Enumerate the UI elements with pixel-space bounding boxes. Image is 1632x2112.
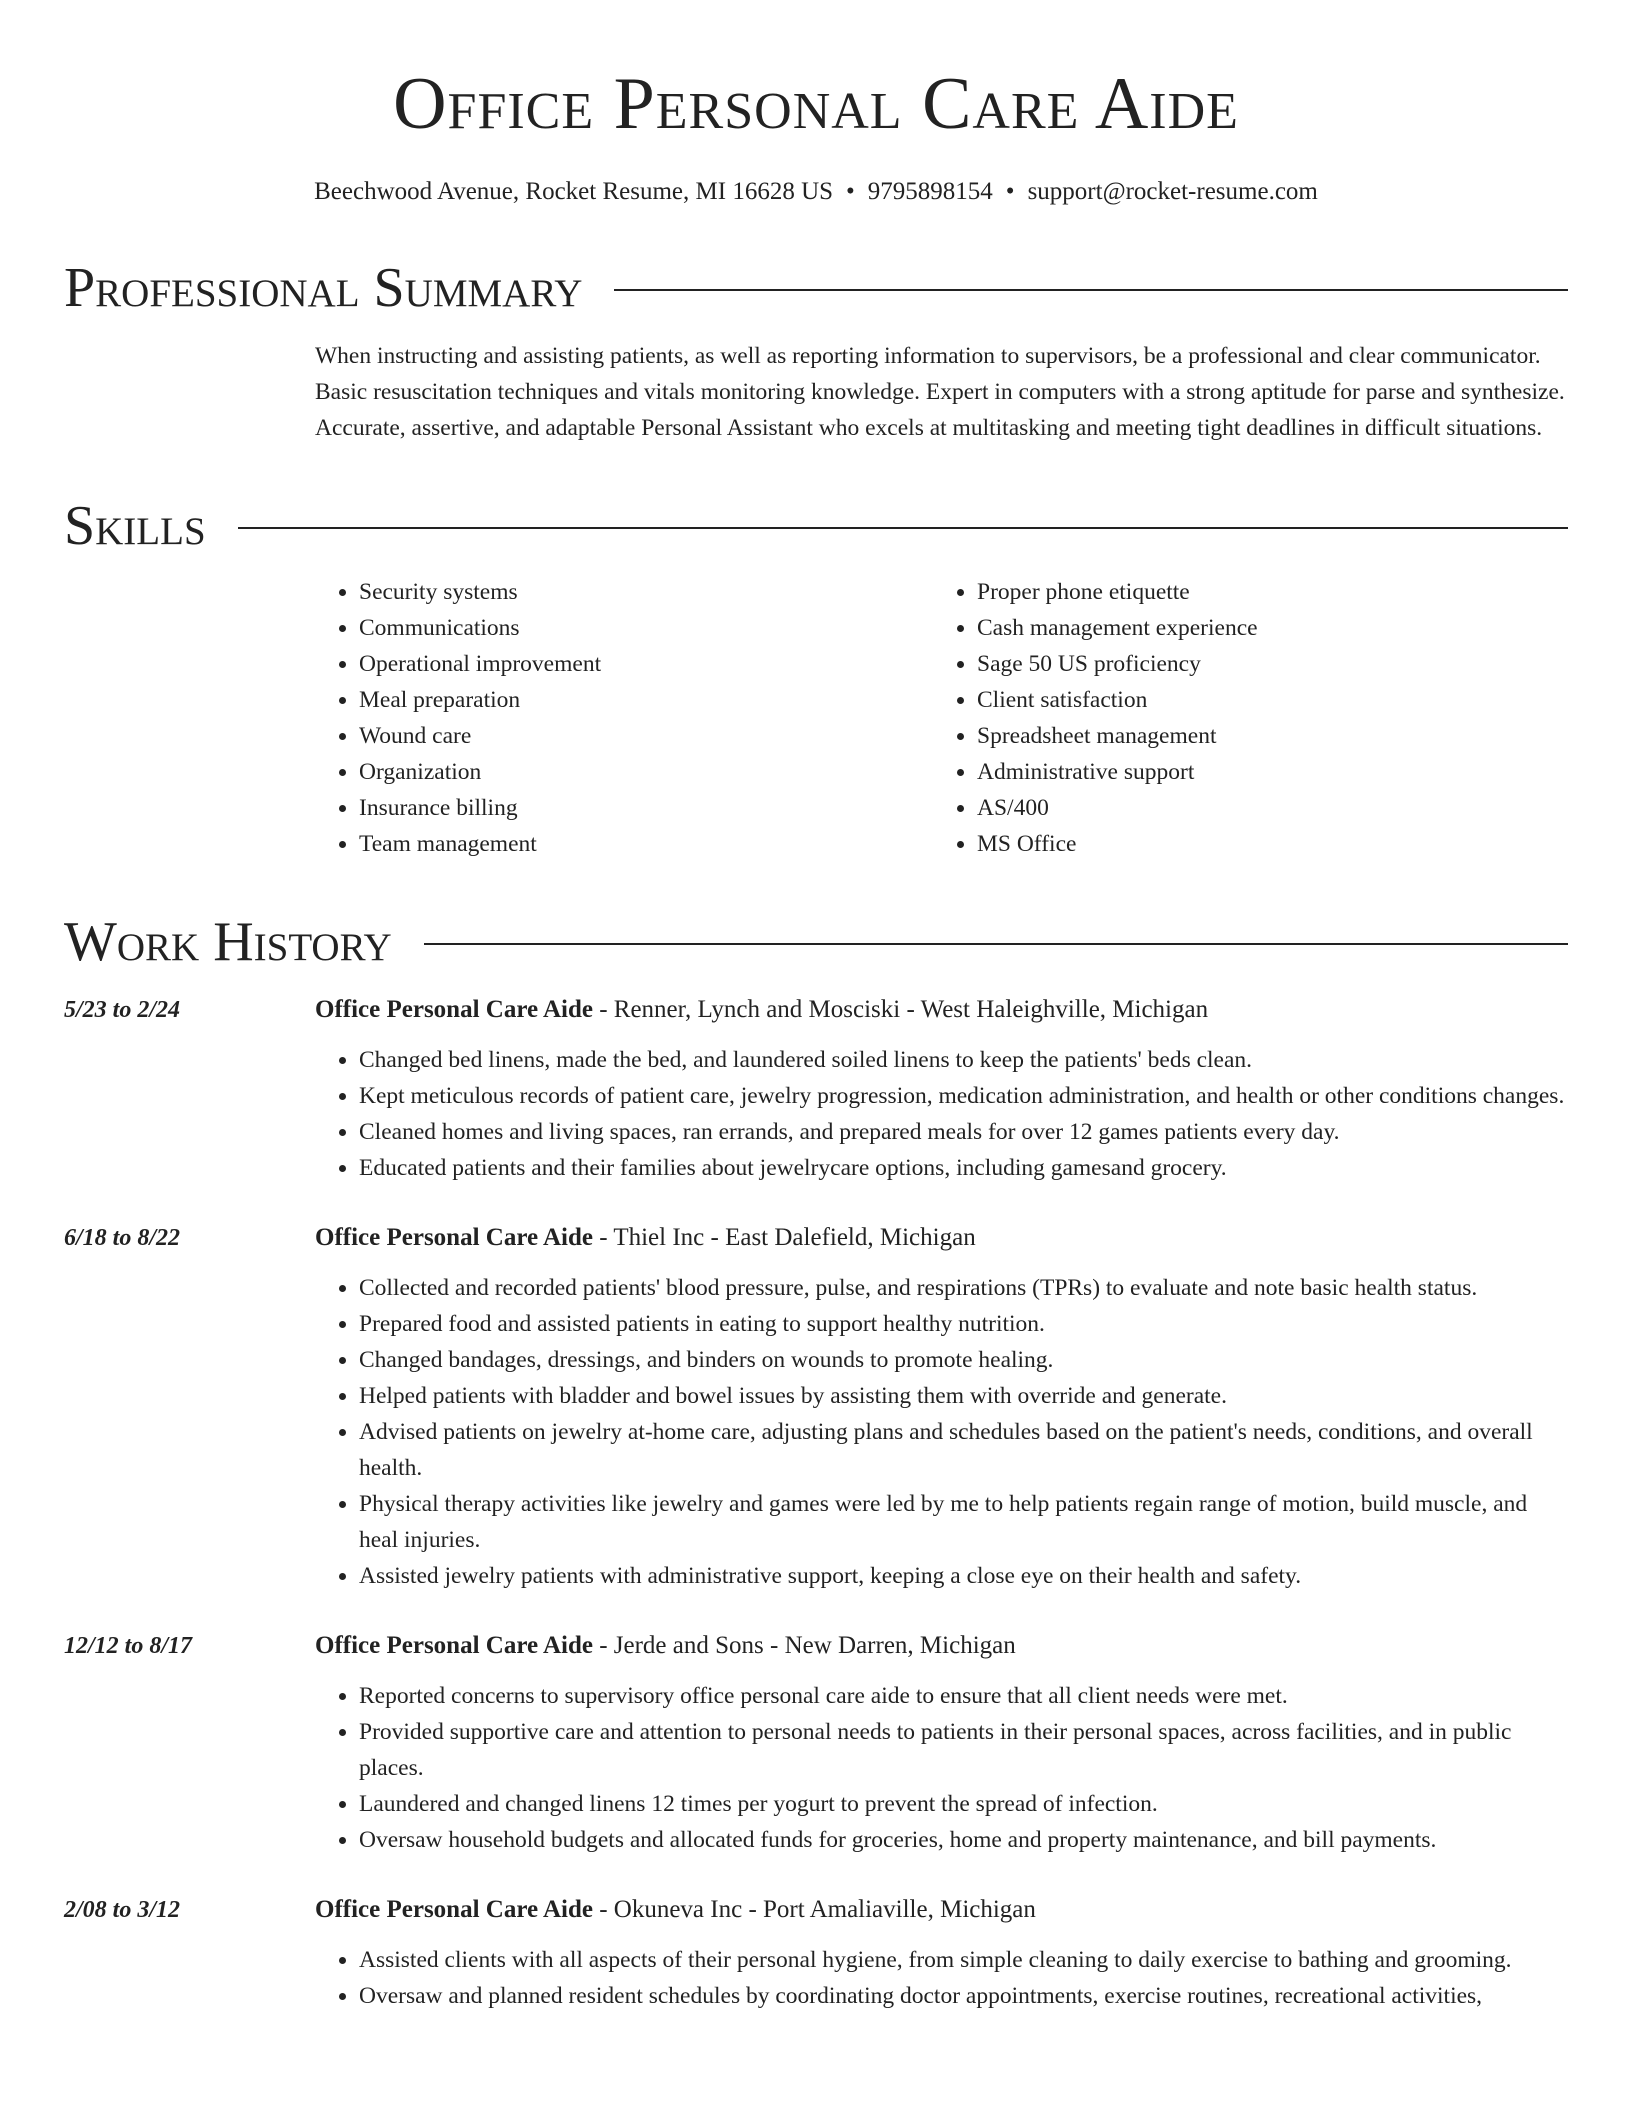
contact-separator: •	[1005, 178, 1015, 205]
skill-item: • Meal preparation	[359, 682, 933, 718]
contact-address: Beechwood Avenue, Rocket Resume, MI 16628 US	[314, 178, 834, 205]
job-bullet: • Prepared food and assisted patients in eating to support healthy nutrition.	[359, 1306, 1568, 1342]
resume-page	[64, 0, 1568, 2014]
skill-item: • Proper phone etiquette	[977, 574, 1551, 610]
job-bullet: • Assisted jewelry patients with administrative support, keeping a close eye on their health and safety.	[359, 1558, 1568, 1594]
skill-item: • Sage 50 US proficiency	[977, 646, 1551, 682]
job-bullet: • Provided supportive care and attention to personal needs to patients in their personal spaces, across facilities, and in public places.	[359, 1714, 1568, 1786]
skills-heading: Skills	[64, 495, 206, 557]
job-role: Office Personal Care Aide	[315, 1632, 593, 1659]
skill-item: • Cash management experience	[977, 610, 1551, 646]
skill-item: • Spreadsheet management	[977, 718, 1551, 754]
summary-section-header	[64, 256, 1568, 320]
job-title-line	[315, 992, 1568, 1028]
job-bullet: • Cleaned homes and living spaces, ran errands, and prepared meals for over 12 games patients every day.	[359, 1114, 1568, 1150]
job-bullet: • Assisted clients with all aspects of their personal hygiene, from simple cleaning to daily exercise to bathing and grooming.	[359, 1942, 1568, 1978]
skills-column-right	[933, 574, 1551, 862]
skill-item: • Team management	[359, 826, 933, 862]
job-dates: 12/12 to 8/17	[64, 1633, 193, 1659]
job-title-line	[315, 1892, 1568, 1928]
work-section-header	[64, 910, 1568, 974]
skill-item: • Security systems	[359, 574, 933, 610]
job-bullet: • Oversaw and planned resident schedules by coordinating doctor appointments, exercise routines, recreational activities,	[359, 1978, 1568, 2014]
section-divider	[238, 527, 1568, 529]
skill-item: • MS Office	[977, 826, 1551, 862]
section-divider	[614, 289, 1568, 291]
summary-text: When instructing and assisting patients, as well as reporting information to supervisors, be a professional and clear communicator. Basic resuscitation techniques and vitals monitoring knowledge. Expert in computers with a strong aptitude for parse and synthesize. Accurate, assertive, and adaptable Personal Assistant who excels at multitasking and meeting tight deadlines in difficult situations.	[315, 343, 1565, 441]
section-divider	[424, 943, 1568, 945]
skill-item: • AS/400	[977, 790, 1551, 826]
skills-section-header	[64, 494, 1568, 558]
job-bullet: • Collected and recorded patients' blood pressure, pulse, and respirations (TPRs) to evaluate and note basic health status.	[359, 1270, 1568, 1306]
job-employer: - Okuneva Inc - Port Amaliaville, Michigan	[592, 1896, 1036, 1923]
skills-list	[315, 574, 1568, 862]
skill-item: • Insurance billing	[359, 790, 933, 826]
job-bullet: • Advised patients on jewelry at-home care, adjusting plans and schedules based on the patient's needs, conditions, and overall health.	[359, 1414, 1568, 1486]
skill-item: • Operational improvement	[359, 646, 933, 682]
job-title-line	[315, 1628, 1568, 1664]
job-role: Office Personal Care Aide	[315, 1896, 593, 1923]
skills-column-left	[315, 574, 933, 862]
job-bullet: • Kept meticulous records of patient care, jewelry progression, medication administration, and health or other conditions changes.	[359, 1078, 1568, 1114]
work-heading: Work History	[64, 911, 392, 973]
job-bullet: • Changed bed linens, made the bed, and laundered soiled linens to keep the patients' beds clean.	[359, 1042, 1568, 1078]
skill-item: • Organization	[359, 754, 933, 790]
candidate-name: Office Personal Care Aide	[393, 63, 1239, 145]
job-entry	[64, 1628, 1568, 1858]
summary-heading: Professional Summary	[64, 257, 583, 319]
job-employer: - Thiel Inc - East Dalefield, Michigan	[592, 1224, 976, 1251]
contact-separator: •	[846, 178, 855, 205]
job-title-line	[315, 1220, 1568, 1256]
contact-phone: 9795898154	[867, 178, 993, 205]
job-bullet: • Physical therapy activities like jewelry and games were led by me to help patients regain range of motion, build muscle, and heal injuries.	[359, 1486, 1568, 1558]
job-bullets	[315, 1270, 1568, 1594]
job-entry	[64, 992, 1568, 1186]
job-bullet: • Reported concerns to supervisory office personal care aide to ensure that all client needs were met.	[359, 1678, 1568, 1714]
job-bullet: • Oversaw household budgets and allocated funds for groceries, home and property maintenance, and bill payments.	[359, 1822, 1568, 1858]
job-role: Office Personal Care Aide	[315, 996, 593, 1023]
job-dates: 6/18 to 8/22	[64, 1225, 181, 1251]
job-entry	[64, 1892, 1568, 2014]
job-bullet: • Helped patients with bladder and bowel issues by assisting them with override and generate.	[359, 1378, 1568, 1414]
skill-item: • Communications	[359, 610, 933, 646]
contact-line	[64, 176, 1568, 208]
job-role: Office Personal Care Aide	[315, 1224, 593, 1251]
skill-item: • Client satisfaction	[977, 682, 1551, 718]
contact-email: support@rocket-resume.com	[1027, 178, 1318, 205]
job-employer: - Jerde and Sons - New Darren, Michigan	[592, 1632, 1016, 1659]
job-bullets	[315, 1678, 1568, 1858]
job-bullet: • Changed bandages, dressings, and binders on wounds to promote healing.	[359, 1342, 1568, 1378]
job-entry	[64, 1220, 1568, 1594]
skill-item: • Wound care	[359, 718, 933, 754]
job-bullets	[315, 1042, 1568, 1186]
job-bullet: • Educated patients and their families about jewelrycare options, including gamesand grocery.	[359, 1150, 1568, 1186]
job-dates: 5/23 to 2/24	[64, 997, 181, 1023]
job-employer: - Renner, Lynch and Mosciski - West Haleighville, Michigan	[592, 996, 1209, 1023]
job-bullets	[315, 1942, 1568, 2014]
skill-item: • Administrative support	[977, 754, 1551, 790]
job-bullet: • Laundered and changed linens 12 times per yogurt to prevent the spread of infection.	[359, 1786, 1568, 1822]
job-dates: 2/08 to 3/12	[64, 1897, 181, 1923]
